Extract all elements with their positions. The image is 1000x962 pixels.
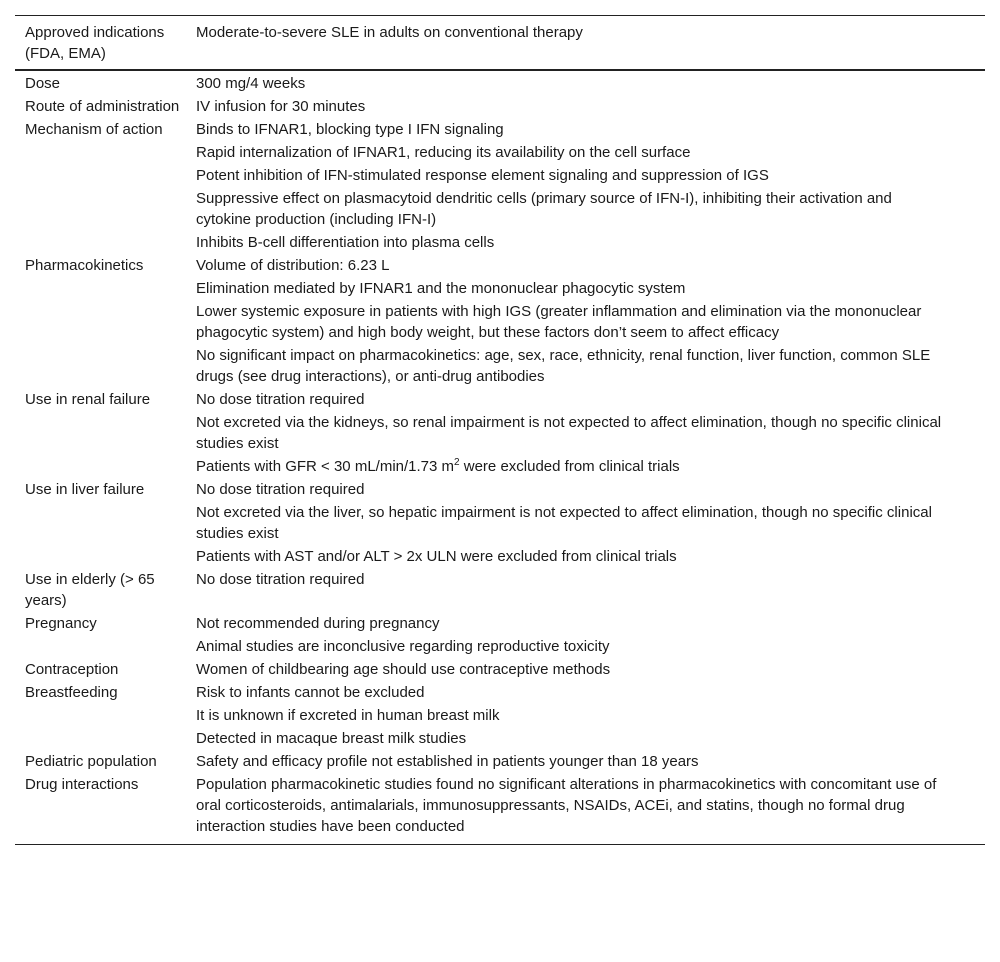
table-row	[15, 612, 985, 635]
table-row	[15, 411, 985, 455]
table-row	[15, 681, 985, 704]
table-body	[15, 71, 985, 844]
row-value: No dose titration required	[196, 481, 365, 498]
header-label: Approved indications (FDA, EMA)	[25, 24, 165, 62]
row-value: It is unknown if excreted in human breast milk	[196, 707, 500, 724]
row-value: Animal studies are inconclusive regarding reproductive toxicity	[196, 638, 610, 655]
body-table	[15, 71, 985, 844]
row-value: Not recommended during pregnancy	[196, 615, 440, 632]
header-row	[15, 16, 985, 69]
row-value: Suppressive effect on plasmacytoid dendritic cells (primary source of IFN-I), inhibiting their activation and cytokine production (including IFN-I)	[196, 190, 892, 228]
table-row	[15, 478, 985, 501]
table-row	[15, 231, 985, 254]
row-value: Detected in macaque breast milk studies	[196, 730, 467, 747]
table-row	[15, 164, 985, 187]
table-row	[15, 141, 985, 164]
row-value: Binds to IFNAR1, blocking type I IFN signaling	[196, 121, 504, 138]
row-label: Route of administration	[25, 98, 180, 115]
row-label: Use in elderly (> 65 years)	[25, 571, 155, 609]
header-value: Moderate-to-severe SLE in adults on conventional therapy	[196, 24, 583, 41]
row-label: Pharmacokinetics	[25, 257, 144, 274]
superscript: 2	[454, 457, 460, 468]
row-value	[196, 455, 985, 478]
row-label	[15, 187, 196, 231]
row-value: IV infusion for 30 minutes	[196, 98, 366, 115]
row-value: Safety and efficacy profile not established in patients younger than 18 years	[196, 753, 699, 770]
table-row	[15, 727, 985, 750]
row-label	[15, 545, 196, 568]
table-row	[15, 635, 985, 658]
header-table	[15, 16, 985, 69]
table-row	[15, 254, 985, 277]
row-value-text: Patients with GFR < 30 mL/min/1.73 m	[196, 458, 455, 475]
row-label	[15, 455, 196, 478]
row-value: Patients with AST and/or ALT > 2x ULN were excluded from clinical trials	[196, 548, 677, 565]
row-value: Elimination mediated by IFNAR1 and the mononuclear phagocytic system	[196, 280, 686, 297]
row-label: Pregnancy	[25, 615, 97, 632]
row-label: Pediatric population	[25, 753, 157, 770]
row-label	[15, 231, 196, 254]
row-value: Not excreted via the kidneys, so renal impairment is not expected to affect elimination, though no specific clinical studies exist	[196, 414, 942, 452]
table-row	[15, 95, 985, 118]
row-label	[15, 344, 196, 388]
row-value: Population pharmacokinetic studies found no significant alterations in pharmacokinetics with concomitant use of oral corticosteroids, antimalarials, immunosuppressants, NSAIDs, ACEi, and statins, though no formal drug interaction studies have been conducted	[196, 776, 937, 835]
row-value: No dose titration required	[196, 571, 365, 588]
row-value: Not excreted via the liver, so hepatic impairment is not expected to affect elimination, though no specific clinical studies exist	[196, 504, 932, 542]
row-value: 300 mg/4 weeks	[196, 75, 306, 92]
table-row	[15, 545, 985, 568]
row-value: Volume of distribution: 6.23 L	[196, 257, 390, 274]
row-label: Use in liver failure	[25, 481, 145, 498]
row-label: Breastfeeding	[25, 684, 118, 701]
row-label	[15, 501, 196, 545]
row-value: Rapid internalization of IFNAR1, reducing its availability on the cell surface	[196, 144, 691, 161]
row-label	[15, 141, 196, 164]
table-row	[15, 71, 985, 95]
row-label: Dose	[25, 75, 61, 92]
table-row	[15, 388, 985, 411]
table-row	[15, 773, 985, 844]
row-label: Use in renal failure	[25, 391, 151, 408]
row-value: Lower systemic exposure in patients with high IGS (greater inflammation and elimination via the mononuclear phagocytic system) and high body weight, but these factors don’t seem to affect efficacy	[196, 303, 922, 341]
row-label: Mechanism of action	[25, 121, 163, 138]
table-row	[15, 501, 985, 545]
table-row	[15, 344, 985, 388]
row-label	[15, 164, 196, 187]
row-value: Inhibits B-cell differentiation into plasma cells	[196, 234, 495, 251]
row-value: Potent inhibition of IFN-stimulated response element signaling and suppression of IGS	[196, 167, 769, 184]
row-label	[15, 727, 196, 750]
row-value: Risk to infants cannot be excluded	[196, 684, 425, 701]
row-value-text-after: were excluded from clinical trials	[459, 458, 680, 475]
table-row	[15, 277, 985, 300]
row-label	[15, 300, 196, 344]
table-row	[15, 750, 985, 773]
table-row	[15, 568, 985, 612]
table-row	[15, 658, 985, 681]
table-row	[15, 300, 985, 344]
row-label: Drug interactions	[25, 776, 139, 793]
row-label	[15, 704, 196, 727]
row-label	[15, 277, 196, 300]
row-value: No dose titration required	[196, 391, 365, 408]
row-value: Women of childbearing age should use contraceptive methods	[196, 661, 611, 678]
table-row	[15, 118, 985, 141]
table-row	[15, 455, 985, 478]
bottom-rule	[15, 844, 985, 845]
row-label	[15, 411, 196, 455]
table-row	[15, 704, 985, 727]
row-label	[15, 635, 196, 658]
table-row	[15, 187, 985, 231]
drug-info-table	[15, 15, 985, 845]
row-value: No significant impact on pharmacokinetics: age, sex, race, ethnicity, renal function, liver function, common SLE drugs (see drug interactions), or anti-drug antibodies	[196, 347, 931, 385]
row-label: Contraception	[25, 661, 119, 678]
